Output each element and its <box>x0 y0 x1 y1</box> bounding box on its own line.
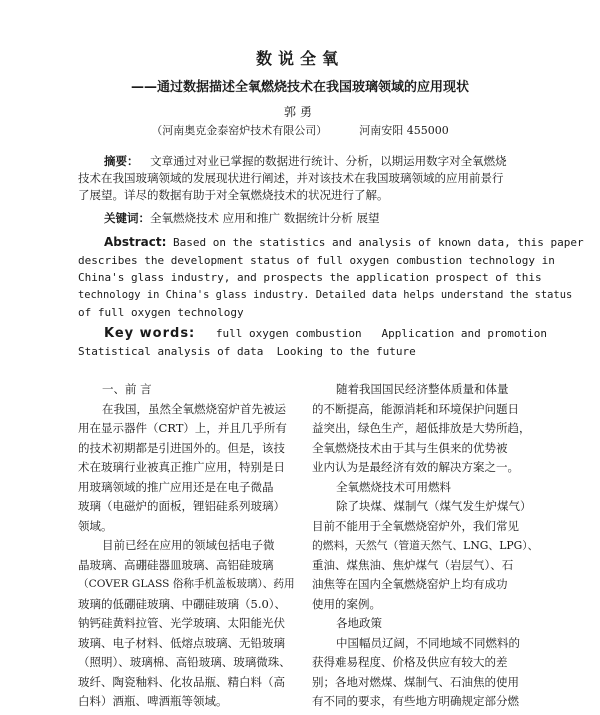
body-line: 术在玻璃行业被真正推广应用，特别是日 <box>78 460 285 474</box>
section-heading: 各地政策 <box>336 616 382 630</box>
body-line: 钠钙硅黄料拉管、光学玻璃、太阳能光伏 <box>78 616 285 630</box>
body-line: 目前不能用于全氧燃烧窑炉外，我们常见 <box>312 518 519 533</box>
body-line: 在我国，虽然全氧燃烧窑炉首先被运 <box>102 401 286 416</box>
abstract-cn-line: 了展望。详尽的数据有助于对全氧燃烧技术的状况进行了解。 <box>78 188 389 202</box>
section-heading: 一、前 言 <box>102 382 152 396</box>
body-line: 玻纤、陶瓷釉料、化妆品瓶、精白料（高 <box>78 674 285 689</box>
body-line: 别；各地对燃煤、煤制气、石油焦的使用 <box>312 674 519 689</box>
body-line: 油焦等在国内全氧燃烧窑炉上均有成功 <box>312 577 508 591</box>
body-line: 业内认为是最经济有效的解决方案之一。 <box>312 460 519 474</box>
section-heading: 全氧燃烧技术可用燃料 <box>336 479 451 494</box>
abstract-cn <box>78 153 522 204</box>
abstract-en-label: Abstract: <box>104 235 167 249</box>
paper-subtitle: ——通过数据描述全氧燃烧技术在我国玻璃领域的应用现状 <box>130 80 469 95</box>
body-line: 益突出，绿色生产，超低排放是大势所趋， <box>312 421 531 435</box>
body-line: 全氧燃烧技术由于其与生俱来的优势被 <box>312 440 508 455</box>
body-line: 使用的案例。 <box>312 596 381 611</box>
body-line: 中国幅员辽阔，不同地域不同燃料的 <box>336 635 520 650</box>
author-name: 郭勇 <box>283 105 316 119</box>
paper-title: 数说全氧 <box>255 49 344 68</box>
keywords-en <box>78 325 548 361</box>
abstract-en-line: describes the development status of full oxygen combustion technology in <box>78 253 555 267</box>
body-line: 有不同的要求，有些地方明确规定部分燃 <box>312 694 519 708</box>
keywords-en-line: Statistical analysis of data Looking to the future <box>78 345 416 358</box>
right-column <box>312 380 539 712</box>
abstract-cn-line: 文章通过对业已掌握的数据进行统计、分析，以期运用数字对全氧燃烧 <box>150 154 507 168</box>
body-line: 玻璃的低硼硅玻璃、中硼硅玻璃（5.0）、 <box>78 596 287 611</box>
keywords-cn <box>78 210 522 227</box>
affiliation-line <box>0 122 600 138</box>
abstract-en-line: of full oxygen technology <box>78 306 244 319</box>
body-line: 的不断提高，能源消耗和环境保护问题日 <box>312 401 519 416</box>
body-line: 用玻璃领域的推广应用还是在电子微晶 <box>78 479 274 494</box>
abstract-en-line: China's glass industry, and prospects the application prospect of this <box>78 271 542 284</box>
body-line: 玻璃（电磁炉的面板，锂铝硅系列玻璃） <box>78 499 285 513</box>
body-line: 白料）酒瓶、啤酒瓶等领域。 <box>78 694 228 708</box>
body-line: 除了块煤、煤制气（煤气发生炉煤气） <box>336 499 532 513</box>
abstract-en-line: technology in China's glass industry. Detailed data helps understand the status <box>78 288 573 301</box>
body-line: 目前已经在应用的领域包括电子微 <box>102 538 275 552</box>
body-line: （照明）、玻璃棉、高铅玻璃、玻璃微珠、 <box>78 655 291 669</box>
body-line: 的燃料，天然气（管道天然气、LNG、LPG）、 <box>312 539 539 552</box>
keywords-en-label: Key words: <box>104 326 196 341</box>
keywords-cn-text: 全氧燃烧技术 应用和推广 数据统计分析 展望 <box>150 211 380 225</box>
body-line: 玻璃、电子材料、低熔点玻璃、无铅玻璃 <box>78 635 285 650</box>
abstract-en-line: Based on the statistics and analysis of known data, this paper <box>173 236 584 249</box>
keywords-en-line: full oxygen combustion Application and promotion <box>215 327 548 340</box>
left-column <box>78 380 296 712</box>
keywords-cn-label: 关键词： <box>104 211 150 225</box>
body-line: 的技术初期都是引进国外的。但是，该技 <box>78 440 285 455</box>
body-line: （COVER GLASS 俗称手机盖板玻璃）、药用 <box>78 578 295 590</box>
location: 河南安阳 455000 <box>359 124 449 137</box>
abstract-cn-label: 摘要： <box>104 154 139 168</box>
body-line: 晶玻璃、高硼硅器皿玻璃、高铝硅玻璃 <box>78 557 274 572</box>
affiliation: （河南奥克金泰窑炉技术有限公司） <box>151 124 328 137</box>
body-line: 重油、煤焦油、焦炉煤气（岩层气）、石 <box>312 557 514 572</box>
body-line: 获得难易程度、价格及供应有较大的差 <box>312 655 508 669</box>
body-line: 领域。 <box>78 518 113 533</box>
body-line: 用在显示器件（CRT）上，并且几乎所有 <box>78 421 287 435</box>
body-line: 随着我国国民经济整体质量和体量 <box>336 382 509 396</box>
abstract-en <box>78 234 584 322</box>
abstract-cn-line: 技术在我国玻璃领域的发展现状进行阐述，并对该技术在我国玻璃领域的应用前景行 <box>78 171 504 185</box>
